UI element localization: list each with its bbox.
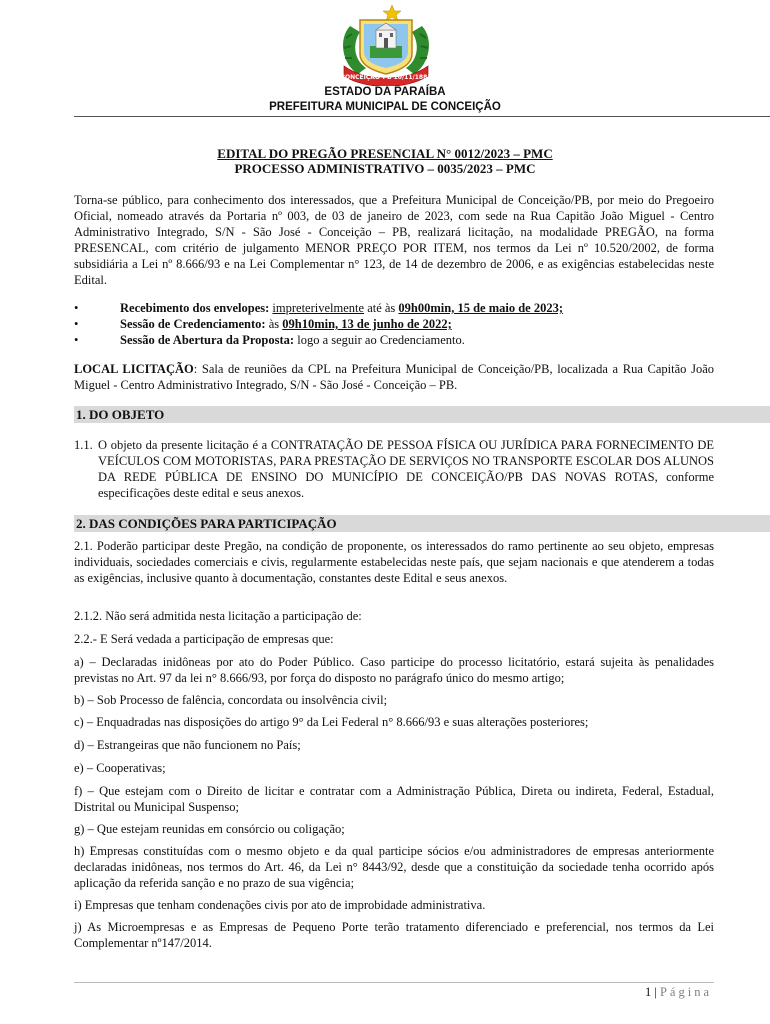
- bullet-label: Sessão de Credenciamento:: [120, 317, 266, 331]
- clause-c: c) – Enquadradas nas disposições do artigo 9° da Lei Federal n° 8.666/93 e suas alterações posteriores;: [74, 715, 589, 729]
- process-title: PROCESSO ADMINISTRATIVO – 0035/2023 – PMC: [234, 161, 536, 176]
- list-item: [74, 300, 714, 316]
- item-text: O objeto da presente licitação é a CONTRATAÇÃO DE PESSOA FÍSICA OU JURÍDICA PARA FORNECIMENTO DE VEÍCULOS COM MOTORISTAS, PARA PRESTAÇÃO DE SERVIÇOS NO TRANSPORTE ESCOLAR DOS ALUNOS DA REDE PÚBLICA DE ENSINO DO MUNICÍPIO DE CONCEIÇÃO/PB DAS NOVAS ROTAS, conforme especificações deste edital e seus anexos.: [98, 438, 714, 500]
- clause-d: d) – Estrangeiras que não funcionem no País;: [74, 738, 301, 752]
- local-text: : Sala de reuniões da CPL na Prefeitura Municipal de Conceição/PB, localizada a Rua Capitão João Miguel - Centro Administrativo Integrado, S/N - São José - Conceição – PB.: [74, 362, 714, 392]
- municipal-crest-logo: [336, 4, 436, 86]
- bullet-label: Sessão de Abertura da Proposta:: [120, 333, 295, 347]
- prefecture-heading: PREFEITURA MUNICIPAL DE CONCEIÇÃO: [269, 101, 501, 113]
- list-item: [74, 332, 714, 348]
- item-1-1: [74, 437, 714, 501]
- bullet-text: logo a seguir ao Credenciamento.: [294, 333, 465, 347]
- section-2-title: 2. DAS CONDIÇÕES PARA PARTICIPAÇÃO: [76, 516, 337, 531]
- bullet-emphasis: impreterivelmente: [272, 301, 365, 315]
- state-heading: ESTADO DA PARAÍBA: [324, 86, 446, 98]
- paragraph-2-2: 2.2.- E Será vedada a participação de empresas que:: [74, 632, 334, 646]
- bullet-icon: •: [74, 333, 79, 347]
- page-footer: [645, 985, 712, 1000]
- section-1-heading: [74, 406, 770, 423]
- section-2-heading: [74, 515, 770, 532]
- edital-title: EDITAL DO PREGÃO PRESENCIAL N° 0012/2023 – PMC: [217, 146, 553, 161]
- clause-f: f) – Que estejam com o Direito de licitar e contratar com a Administração Pública, Direta ou indireta, Federal, Estadual, Distrital ou Municipal Suspenso;: [74, 784, 714, 814]
- clause-i: i) Empresas que tenham condenações civis por ato de improbidade administrativa.: [74, 898, 486, 912]
- svg-text:CONCEIÇÃO-PB 10/11/1881: CONCEIÇÃO-PB 10/11/1881: [340, 74, 432, 81]
- intro-paragraph: Torna-se público, para conhecimento dos interessados, que a Prefeitura Municipal de Conceição/PB, por meio do Pregoeiro Oficial, nomeado através da Portaria nº 003, de 03 de janeiro de 2023, com sede na Rua Capitão João Miguel - Centro Administrativo Integrado, S/N - São José - Conceição – PB, realizará licitação, na modalidade PREGÃO, na forma PRESENCAL, com critério de julgamento MENOR PREÇO POR ITEM, nos termos da Lei nº 10.520/2002, de forma subsidiária a Lei nº 8.666/93 e na Lei Complementar n° 123, de 14 de dezembro de 2006, e as exigências estabelecidas neste Edital.: [74, 193, 714, 287]
- item-number: 1.1.: [74, 438, 93, 452]
- paragraph-2-1: 2.1. Poderão participar deste Pregão, na condição de proponente, os interessados do ramo pertinente ao seu objeto, empresas individuais, sociedades comerciais e civis, regularmente estabelecidas neste país, que sejam nacionais e que atenderem a todas as exigências, inclusive quanto à documentação, constantes deste Edital e seus anexos.: [74, 539, 714, 585]
- clause-a: a) – Declaradas inidôneas por ato do Poder Público. Caso participe do processo licitatório, estará sujeita às penalidades previstas no Art. 97 da lei n° 8.666/93, por força do disposto no parágrafo único do mesmo artigo;: [74, 655, 714, 685]
- list-item: [74, 316, 714, 332]
- clause-b: b) – Sob Processo de falência, concordata ou insolvência civil;: [74, 693, 388, 707]
- bullet-label: Recebimento dos envelopes:: [120, 301, 273, 315]
- page-number: 1: [644, 985, 652, 999]
- header-divider: [74, 116, 770, 117]
- schedule-list: [74, 300, 714, 348]
- bullet-icon: •: [74, 317, 79, 331]
- footer-divider: [74, 982, 714, 983]
- bullet-connector: às: [265, 317, 283, 331]
- clause-g: g) – Que estejam reunidas em consórcio ou coligação;: [74, 822, 345, 836]
- bullet-icon: •: [74, 301, 79, 315]
- bullet-connector: até às: [364, 301, 399, 315]
- clause-e: e) – Cooperativas;: [74, 761, 166, 775]
- page-word: Página: [659, 985, 712, 999]
- clause-j: j) As Microempresas e as Empresas de Pequeno Porte terão tratamento diferenciado e preferencial, nos termos da Lei Complementar nº147/2014.: [74, 920, 714, 950]
- clause-h: h) Empresas constituídas com o mesmo objeto e da qual participe sócios e/ou administradores de empresas anteriormente declaradas inidôneas, nos termos do Art. 46, da Lei n° 8443/92, desde que a constituição da sociedade tenha ocorrido após aplicação da referida sanção e no prazo de sua vigência;: [74, 844, 714, 890]
- local-label: LOCAL LICITAÇÃO: [74, 362, 194, 376]
- page-separator: |: [654, 985, 657, 999]
- bullet-value: 09h00min, 15 de maio de 2023;: [398, 301, 564, 315]
- paragraph-2-1-2: 2.1.2. Não será admitida nesta licitação a participação de:: [74, 609, 362, 623]
- section-1-title: 1. DO OBJETO: [76, 407, 165, 422]
- local-paragraph: [74, 361, 714, 393]
- bullet-value: 09h10min, 13 de junho de 2022;: [282, 317, 452, 331]
